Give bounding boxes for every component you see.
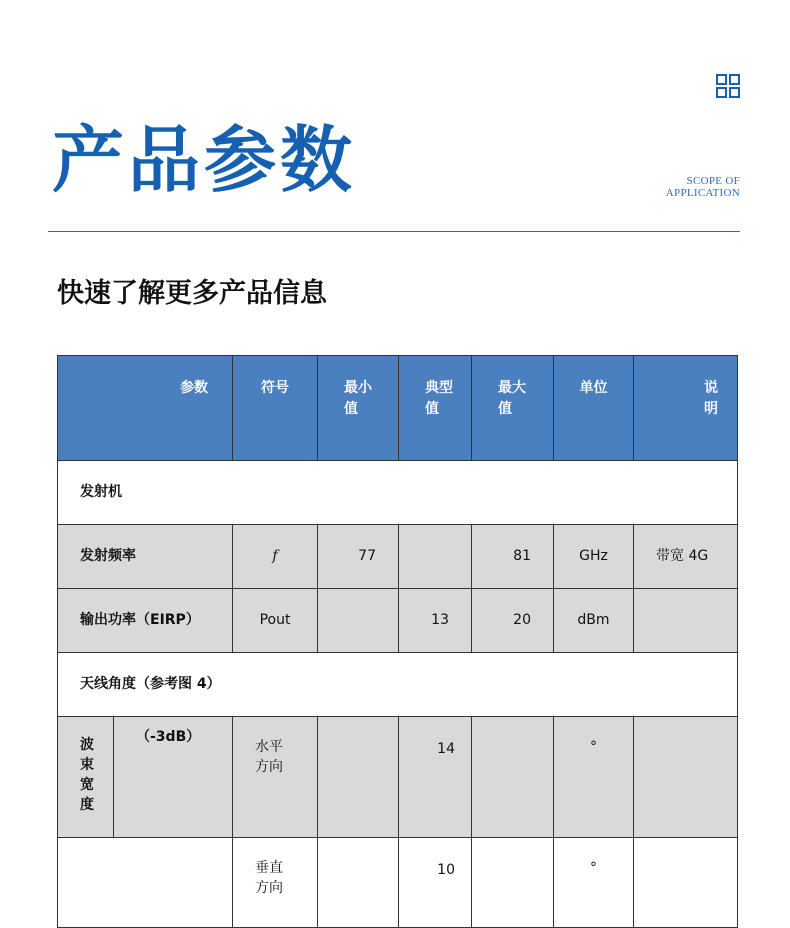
power-param: 输出功率（EIRP） [80, 612, 200, 628]
freq-typ [399, 525, 471, 588]
beam-v-typ: 10 [437, 862, 455, 878]
header-desc: 说明 [634, 356, 738, 461]
scope-line-1: SCOPE OF [686, 175, 740, 187]
header-unit: 单位 [554, 356, 634, 461]
table-row [58, 838, 738, 928]
table-row [58, 525, 738, 589]
section-row-antenna [58, 653, 738, 717]
power-max: 20 [513, 612, 531, 628]
subtitle: 快速了解更多产品信息 [57, 278, 327, 309]
beam-condition: （-3dB） [136, 729, 201, 745]
header-typ: 典型值 [399, 356, 472, 461]
section-row-transmitter [58, 461, 738, 525]
parameters-table [57, 355, 738, 928]
beam-v-symbol: 垂直方向 [255, 860, 283, 896]
section-transmitter: 发射机 [80, 484, 122, 500]
freq-unit: GHz [579, 548, 608, 564]
table-header-row [58, 356, 738, 461]
beam-h-unit: ° [590, 739, 597, 755]
divider [48, 231, 740, 232]
section-antenna: 天线角度（参考图 4） [80, 676, 221, 692]
freq-desc: 带宽 4G [656, 548, 709, 564]
page-title: 产品参数 [52, 117, 357, 202]
grid-icon [716, 74, 740, 98]
beam-h-typ: 14 [437, 741, 455, 757]
table-row [58, 589, 738, 653]
power-desc [634, 589, 737, 652]
beam-width-label: 波束宽度 [80, 737, 94, 813]
header-max: 最大值 [472, 356, 554, 461]
power-min [318, 589, 398, 652]
power-unit: dBm [577, 612, 610, 628]
beam-v-unit: ° [590, 860, 597, 876]
freq-min: 77 [358, 548, 376, 564]
freq-param: 发射频率 [80, 548, 136, 564]
header-param: 参数 [58, 356, 233, 461]
header-symbol: 符号 [233, 356, 318, 461]
power-typ: 13 [431, 612, 449, 628]
header-min: 最小值 [318, 356, 399, 461]
freq-max: 81 [513, 548, 531, 564]
scope-label [666, 175, 740, 199]
scope-line-2: APPLICATION [665, 187, 740, 199]
power-symbol: Pout [259, 612, 291, 628]
freq-symbol: f [272, 548, 278, 564]
beam-h-symbol: 水平方向 [255, 739, 283, 775]
table-row [58, 717, 738, 838]
